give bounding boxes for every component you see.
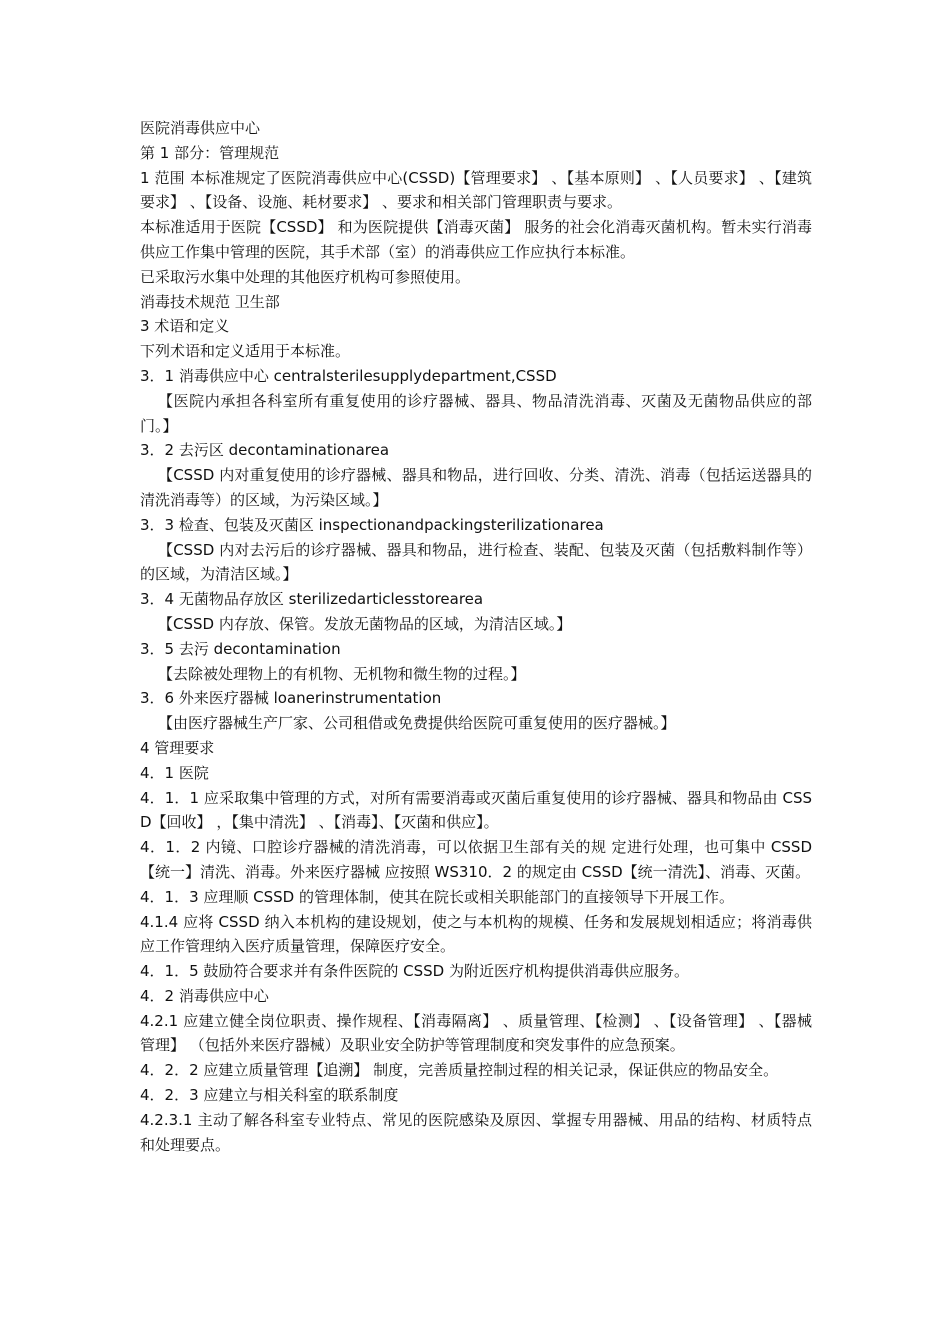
document-paragraph: 医院消毒供应中心 — [140, 119, 261, 137]
document-paragraph: 3．3 检查、包装及灭菌区 inspectionandpackingsterilizationarea — [140, 515, 604, 534]
document-paragraph: 4．1．1 应采取集中管理的方式，对所有需要消毒或灭菌后重复使用的诊疗器械、器具和物品由 CSSD【回收】 ，【集中清洗】 、【消毒】、【灭菌和供应】。 — [140, 788, 812, 832]
document-paragraph: 第 1 部分：管理规范 — [140, 143, 280, 162]
document-paragraph: 4.2.3.1 主动了解各科室专业特点、常见的医院感染及原因、掌握专用器械、用品的结构、材质特点和处理要点。 — [140, 1110, 812, 1154]
document-paragraph: 4．2 消毒供应中心 — [140, 986, 269, 1005]
document-body — [140, 116, 812, 1157]
document-paragraph: 1 范围 本标准规定了医院消毒供应中心(CSSD)【管理要求】 、【基本原则】 、【人员要求】 、【建筑要求】 、【设备、设施、耗材要求】 、要求和相关部门管理职责与要求。 — [140, 168, 812, 212]
document-paragraph: 4.1.4 应将 CSSD 纳入本机构的建设规划，使之与本机构的规模、任务和发展规划相适应；将消毒供应工作管理纳入医疗质量管理，保障医疗安全。 — [140, 912, 812, 956]
document-paragraph: 4．1 医院 — [140, 763, 209, 782]
document-paragraph: 本标准适用于医院【CSSD】 和为医院提供【消毒灭菌】 服务的社会化消毒灭菌机构。暂未实行消毒供应工作集中管理的医院，其手术部（室）的消毒供应工作应执行本标准。 — [140, 218, 812, 261]
document-paragraph: 已采取污水集中处理的其他医疗机构可参照使用。 — [140, 267, 471, 286]
document-paragraph: 【CSSD 内对重复使用的诊疗器械、器具和物品，进行回收、分类、清洗、消毒（包括运送器具的清洗消毒等）的区域，为污染区域。】 — [140, 466, 812, 509]
document-paragraph: 【CSSD 内存放、保管。发放无菌物品的区域，为清洁区域。】 — [158, 614, 572, 633]
document-paragraph: 3 术语和定义 — [140, 317, 230, 336]
document-paragraph: 【CSSD 内对去污后的诊疗器械、器具和物品，进行检查、装配、包装及灭菌（包括敷料制作等）的区域，为清洁区域。】 — [140, 540, 812, 584]
document-paragraph: 【医院内承担各科室所有重复使用的诊疗器械、器具、物品清洗消毒、灭菌及无菌物品供应的部门。】 — [140, 391, 812, 435]
document-paragraph: 3．4 无菌物品存放区 sterilizedarticlesstorearea — [140, 590, 484, 609]
document-paragraph: 下列术语和定义适用于本标准。 — [140, 342, 351, 361]
document-paragraph: 3．5 去污 decontamination — [140, 639, 341, 658]
document-paragraph: 3．6 外来医疗器械 loanerinstrumentation — [140, 689, 442, 708]
document-paragraph: 4.2.1 应建立健全岗位职责、操作规程、【消毒隔离】 、质量管理、【检测】 、【设备管理】 、【器械管理】 （包括外来医疗器械）及职业安全防护等管理制度和突发事件的应急预案。 — [140, 1011, 812, 1055]
document-paragraph: 4．1．2 内镜、口腔诊疗器械的清洗消毒，可以依据卫生部有关的规 定进行处理，也可集中 CSSD【统一】清洗、消毒。外来医疗器械 应按照 WS310．2 的规定由 CSSD【统一清洗】、消毒、灭菌。 — [140, 838, 812, 881]
document-paragraph: 【去除被处理物上的有机物、无机物和微生物的过程。】 — [158, 664, 526, 683]
document-paragraph: 3．1 消毒供应中心 centralsterilesupplydepartment,CSSD — [140, 366, 557, 385]
document-paragraph: 4．1．3 应理顺 CSSD 的管理体制，使其在院长或相关职能部门的直接领导下开展工作。 — [140, 887, 735, 906]
document-paragraph: 消毒技术规范 卫生部 — [140, 292, 280, 311]
document-paragraph: 4．1．5 鼓励符合要求并有条件医院的 CSSD 为附近医疗机构提供消毒供应服务。 — [140, 962, 690, 981]
document-paragraph: 4 管理要求 — [140, 738, 215, 757]
document-paragraph: 3．2 去污区 decontaminationarea — [140, 441, 390, 460]
document-paragraph: 4．2．2 应建立质量管理【追溯】 制度，完善质量控制过程的相关记录，保证供应的物品安全。 — [140, 1061, 779, 1080]
document-paragraph: 【由医疗器械生产厂家、公司租借或免费提供给医院可重复使用的医疗器械。】 — [158, 714, 676, 733]
document-paragraph: 4．2．3 应建立与相关科室的联系制度 — [140, 1086, 399, 1105]
